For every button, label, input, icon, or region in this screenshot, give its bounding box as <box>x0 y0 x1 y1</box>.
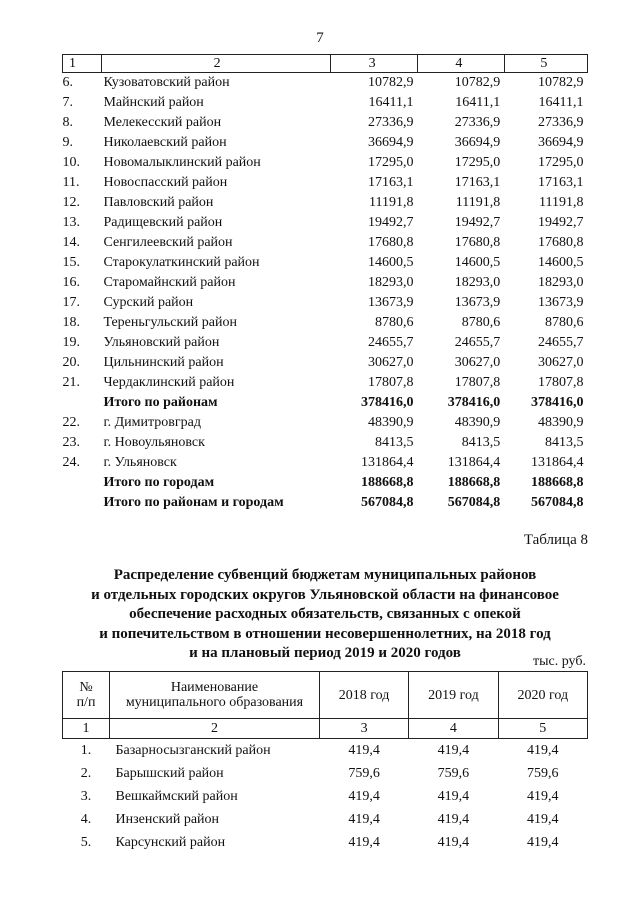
col-number-2: 2 <box>110 719 320 739</box>
row-number: 16. <box>62 275 80 290</box>
row-name: Чердаклинский район <box>103 375 235 390</box>
row-value-2018: 419,4 <box>348 812 380 827</box>
row-value-2020: 419,4 <box>527 835 559 850</box>
row-name: Тереньгульский район <box>103 315 237 330</box>
col-number-1: 1 <box>63 55 102 73</box>
row-value-col3: 17295,0 <box>368 155 414 170</box>
row-value-col3: 24655,7 <box>368 335 414 350</box>
row-value-col5: 17163,1 <box>538 175 584 190</box>
row-value-col5: 188668,8 <box>531 475 584 490</box>
table-row <box>63 433 588 453</box>
col-number-5: 5 <box>504 55 587 73</box>
row-value-col3: 17163,1 <box>368 175 414 190</box>
row-value-col3: 10782,9 <box>368 75 414 90</box>
row-number: 6. <box>62 75 73 90</box>
table-row <box>63 113 588 133</box>
row-number: 12. <box>62 195 80 210</box>
row-number: 1. <box>80 743 92 758</box>
row-value-col4: 27336,9 <box>454 115 501 130</box>
table-row <box>63 473 588 493</box>
table-row <box>63 233 588 253</box>
table-header-row <box>63 672 588 719</box>
row-name: Инзенский район <box>115 812 220 827</box>
title-line: обеспечение расходных обязательств, связанных с опекой <box>129 606 521 622</box>
row-value-2018: 419,4 <box>348 835 380 850</box>
table-row <box>63 413 588 433</box>
row-value-col4: 8780,6 <box>461 315 501 330</box>
row-number: 4. <box>80 812 92 827</box>
row-value-col3: 378416,0 <box>361 395 414 410</box>
table-row <box>63 739 588 763</box>
col-number-5: 5 <box>498 719 587 739</box>
table-row <box>63 353 588 373</box>
table-row <box>63 133 588 153</box>
header-municipality: Наименование муниципального образования <box>110 672 320 719</box>
row-value-col5: 16411,1 <box>538 95 584 110</box>
row-value-col4: 18293,0 <box>454 275 501 290</box>
row-value-col4: 13673,9 <box>454 295 501 310</box>
row-number: 15. <box>62 255 80 270</box>
row-value-col4: 10782,9 <box>454 75 501 90</box>
row-value-col3: 30627,0 <box>368 355 414 370</box>
row-value-col5: 567084,8 <box>531 495 584 510</box>
row-name: Мелекесский район <box>103 115 222 130</box>
row-number: 23. <box>62 435 80 450</box>
row-name: г. Димитровград <box>103 415 201 430</box>
row-value-col3: 18293,0 <box>368 275 414 290</box>
row-name: Базарносызганский район <box>115 743 271 758</box>
col-number-1: 1 <box>63 719 110 739</box>
table-row <box>63 453 588 473</box>
row-value-col3: 48390,9 <box>368 415 414 430</box>
row-number: 9. <box>62 135 73 150</box>
column-numbers-row <box>63 719 588 739</box>
row-value-col3: 19492,7 <box>368 215 414 230</box>
header-year-2019: 2019 год <box>409 672 498 719</box>
row-number <box>63 493 102 513</box>
row-name: Вешкаймский район <box>115 789 238 804</box>
col-number-3: 3 <box>319 719 408 739</box>
table-row <box>63 393 588 413</box>
row-name: Карсунский район <box>115 835 226 850</box>
table-row <box>63 193 588 213</box>
table-row <box>63 313 588 333</box>
row-value-col3: 11191,8 <box>369 195 414 210</box>
page-number: 7 <box>316 30 324 46</box>
row-value-col3: 8780,6 <box>375 315 414 330</box>
header-year-2020: 2020 год <box>498 672 587 719</box>
row-name: Старомайнский район <box>103 275 236 290</box>
table-row <box>63 831 588 854</box>
row-value-2020: 419,4 <box>527 812 559 827</box>
row-value-col4: 36694,9 <box>454 135 501 150</box>
row-value-col3: 36694,9 <box>368 135 414 150</box>
table-row <box>63 493 588 513</box>
row-number: 11. <box>62 175 80 190</box>
row-value-col5: 11191,8 <box>539 195 584 210</box>
row-value-col5: 131864,4 <box>531 455 584 470</box>
row-value-col5: 13673,9 <box>538 295 584 310</box>
row-value-col3: 567084,8 <box>361 495 414 510</box>
row-value-col5: 18293,0 <box>538 275 584 290</box>
row-value-col3: 14600,5 <box>368 255 414 270</box>
row-name: Итого по городам <box>103 475 215 490</box>
row-value-col5: 8413,5 <box>545 435 584 450</box>
row-value-col5: 48390,9 <box>538 415 584 430</box>
row-value-col5: 27336,9 <box>538 115 584 130</box>
row-name: Радищевский район <box>103 215 223 230</box>
row-name: г. Ульяновск <box>103 455 177 470</box>
title-line: и на плановый период 2019 и 2020 годов <box>189 645 461 661</box>
table-row <box>63 173 588 193</box>
row-number: 10. <box>62 155 80 170</box>
row-number <box>63 393 102 413</box>
table-row <box>63 73 588 94</box>
row-number: 24. <box>62 455 80 470</box>
header-number: № п/п <box>63 672 110 719</box>
row-value-col4: 11191,8 <box>455 195 501 210</box>
row-value-2019: 759,6 <box>437 766 470 781</box>
row-value-2019: 419,4 <box>437 789 470 804</box>
table-districts-continued <box>62 54 588 513</box>
row-name: Барышский район <box>115 766 224 781</box>
row-number: 19. <box>62 335 80 350</box>
row-value-2020: 759,6 <box>527 766 559 781</box>
row-number: 18. <box>62 315 80 330</box>
table-label: Таблица 8 <box>523 532 588 548</box>
row-value-col3: 8413,5 <box>375 435 414 450</box>
col-number-4: 4 <box>418 55 505 73</box>
row-name: Ульяновский район <box>103 335 220 350</box>
row-name: Новоспасский район <box>103 175 228 190</box>
row-name: Итого по районам и городам <box>103 495 284 510</box>
row-value-col4: 131864,4 <box>447 455 501 470</box>
row-number: 3. <box>80 789 92 804</box>
row-value-col3: 27336,9 <box>368 115 414 130</box>
row-value-col3: 17680,8 <box>368 235 414 250</box>
row-value-col5: 14600,5 <box>538 255 584 270</box>
row-value-col3: 131864,4 <box>361 455 414 470</box>
row-number <box>63 473 102 493</box>
row-value-col5: 8780,6 <box>545 315 584 330</box>
col-number-3: 3 <box>331 55 418 73</box>
title-line: и отдельных городских округов Ульяновской области на финансовое <box>91 586 559 603</box>
title-line: Распределение субвенций бюджетам муниципальных районов <box>113 567 537 583</box>
row-value-col5: 10782,9 <box>538 75 584 90</box>
row-value-2019: 419,4 <box>437 812 470 827</box>
row-name: Старокулаткинский район <box>103 255 260 270</box>
row-number: 13. <box>62 215 80 230</box>
table-row <box>63 213 588 233</box>
row-number: 22. <box>62 415 80 430</box>
row-value-col3: 188668,8 <box>361 475 414 490</box>
row-value-col4: 14600,5 <box>454 255 501 270</box>
row-number: 14. <box>62 235 80 250</box>
table-row <box>63 273 588 293</box>
row-value-2019: 419,4 <box>437 835 470 850</box>
row-value-col4: 17807,8 <box>454 375 501 390</box>
row-name: Кузоватовский район <box>103 75 230 90</box>
row-name: Майнский район <box>103 95 204 110</box>
row-value-col3: 17807,8 <box>368 375 414 390</box>
table-title <box>60 566 590 664</box>
row-value-col4: 567084,8 <box>447 495 501 510</box>
row-value-col4: 188668,8 <box>447 475 501 490</box>
row-value-2018: 419,4 <box>348 743 380 758</box>
row-value-col3: 13673,9 <box>368 295 414 310</box>
title-line: и попечительством в отношении несовершеннолетних, на 2018 год <box>99 625 551 642</box>
row-value-col4: 16411,1 <box>455 95 501 110</box>
table-row <box>63 373 588 393</box>
header-year-2018: 2018 год <box>319 672 408 719</box>
table-row <box>63 253 588 273</box>
row-value-col3: 16411,1 <box>368 95 414 110</box>
row-value-col5: 17807,8 <box>538 375 584 390</box>
row-number: 8. <box>62 115 73 130</box>
row-number: 17. <box>62 295 80 310</box>
row-value-2020: 419,4 <box>527 789 559 804</box>
table-subventions <box>62 671 588 854</box>
row-value-col4: 17295,0 <box>454 155 501 170</box>
table-row <box>63 153 588 173</box>
unit-label: тыс. руб. <box>533 654 586 669</box>
row-value-col5: 24655,7 <box>538 335 584 350</box>
row-value-col5: 17680,8 <box>538 235 584 250</box>
row-value-col5: 30627,0 <box>538 355 584 370</box>
row-number: 21. <box>62 375 80 390</box>
row-value-col4: 17680,8 <box>454 235 501 250</box>
row-name: Павловский район <box>103 195 214 210</box>
row-name: Новомалыклинский район <box>103 155 261 170</box>
row-value-col4: 19492,7 <box>454 215 501 230</box>
table-row <box>63 785 588 808</box>
row-number: 5. <box>80 835 92 850</box>
row-number: 7. <box>62 95 73 110</box>
table-header-row <box>63 55 588 73</box>
row-value-2019: 419,4 <box>437 743 470 758</box>
row-value-2020: 419,4 <box>527 743 559 758</box>
row-value-col5: 19492,7 <box>538 215 584 230</box>
table-row <box>63 293 588 313</box>
row-value-col4: 8413,5 <box>461 435 501 450</box>
row-value-col5: 36694,9 <box>538 135 584 150</box>
row-value-col5: 378416,0 <box>531 395 584 410</box>
row-name: Итого по районам <box>103 395 218 410</box>
row-number: 20. <box>62 355 80 370</box>
row-name: г. Новоульяновск <box>103 435 205 450</box>
table-row <box>63 333 588 353</box>
row-value-col5: 17295,0 <box>538 155 584 170</box>
row-name: Николаевский район <box>103 135 227 150</box>
col-number-4: 4 <box>409 719 498 739</box>
table-row <box>63 762 588 785</box>
table-row <box>63 93 588 113</box>
row-value-col4: 30627,0 <box>454 355 501 370</box>
row-value-col4: 17163,1 <box>454 175 501 190</box>
row-value-2018: 759,6 <box>348 766 380 781</box>
row-name: Сурский район <box>103 295 194 310</box>
row-value-col4: 24655,7 <box>454 335 501 350</box>
row-name: Цильнинский район <box>103 355 224 370</box>
row-number: 2. <box>80 766 92 781</box>
row-value-col4: 378416,0 <box>447 395 501 410</box>
row-value-2018: 419,4 <box>348 789 380 804</box>
table-row <box>63 808 588 831</box>
col-number-2: 2 <box>101 55 330 73</box>
row-name: Сенгилеевский район <box>103 235 233 250</box>
row-value-col4: 48390,9 <box>454 415 501 430</box>
